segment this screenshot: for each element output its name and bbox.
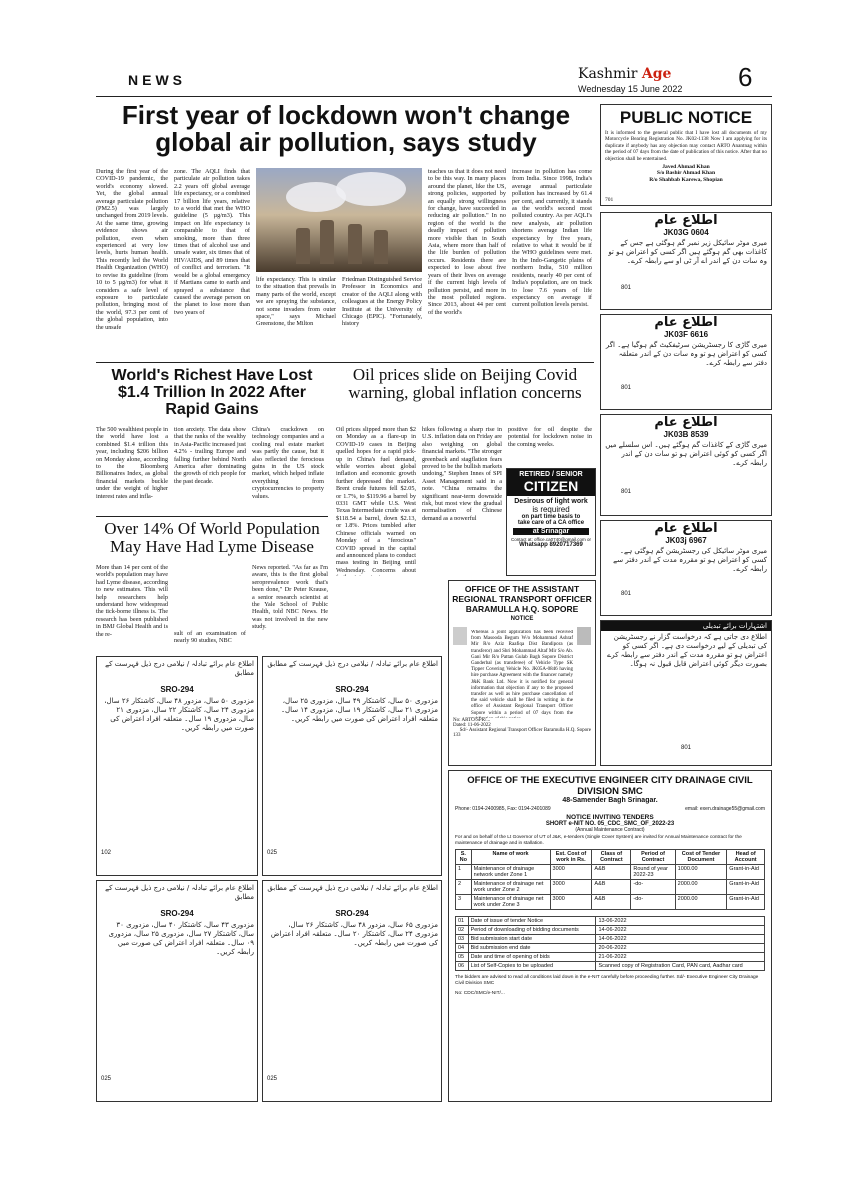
citizen-ad-line9: Whatsapp 8920717369 xyxy=(519,542,583,548)
citizen-ad-line2: CITIZEN xyxy=(507,478,595,496)
story3-headline: Oil prices slide on Beijing Covid warning, global inflation concerns xyxy=(348,365,582,402)
tender-schedule xyxy=(455,916,765,971)
urdu-ad-code: 102 xyxy=(101,850,112,856)
urdu-notice-body: میری گاڑی کا رجسٹریشن سرٹیفکیٹ گم ہوگیا ہے۔ اگر کسی کو اعتراض ہو تو وہ سات دن کے اندر متعلقہ دفتر سے رابطہ کرے۔ xyxy=(605,341,767,367)
story3-col1: Oil prices slipped more than $2 on Monday as a flare-up in COVID-19 cases in Beijing quelled hopes for a rapid pick-up in China's fuel demand, while worries about global inflation and economic growth further depressed the market. Brent crude futures fell $2.05, or 1.7%, to $119.96 a barrel by 0331 GMT while U.S. West Texas Intermediate crude was at $118.54 a barrel, down $2.13, or 1.8%. Prices tumbled after Chinese officials warned on Monday of a "ferocious" COVID spread in the capital and announced plans to conduct mass testing in Beijing until Wednesday. Concerns about xyxy=(336,426,416,574)
photo-2 xyxy=(577,627,591,645)
arto-code: 133 xyxy=(453,733,461,738)
table-row: 02 Period of downloading of bidding documents 14-06-2022 xyxy=(456,926,765,935)
story4-col3: News reported. "As far as I'm aware, this is the first global seroprevalence work that's been done," Dr Peter Krause, a senior research scientist at the Yale School of Public Health, told NBC News. He was not involved in the new study. xyxy=(252,564,328,631)
arto-sign: Sd/- Assistant Regional Transport Officer Baramulla H.Q. Sopore xyxy=(459,728,591,733)
story4-col2: sult of an examination of nearly 90 studies, NBC xyxy=(174,630,246,645)
urdu-ad-3: اطلاع عام برائے تبادلہ / نیلامی درج ذیل فہرست کے مطابق SRO-294 مزدوری ۴۳ سال، کاشتکار ۴۰ سال، مزدوری ۳۰ سال، کاشتکار ۲۷ سال، مزدوری ۲۵ سال، مزدوری ۰۹ سال۔ متعلقہ افراد اعتراض کی صورت میں رابطہ کریں۔ 025 xyxy=(96,880,258,1102)
table-row: 06 List of Self-Copies to be uploaded Scanned copy of Registration Card, PAN card, Aadhar card xyxy=(456,962,765,971)
urdu-ad-code: 025 xyxy=(267,1076,278,1082)
public-notice xyxy=(600,104,772,206)
tender-head: OFFICE OF THE EXECUTIVE ENGINEER CITY DRAINAGE CIVIL DIVISION SMC xyxy=(467,775,753,797)
urdu-notice-4 xyxy=(600,520,772,616)
tender-title2: SHORT e-NIT NO. 05_CDC_SMC_OF_2022-23 xyxy=(545,821,675,827)
citizen-ad-line7: at Srinagar xyxy=(513,528,589,535)
table-row: 2 Maintenance of drainage net work under Zone 2 3000 A&B -do- 2000.00 Grant-in-Aid xyxy=(456,880,765,895)
urdu-ad-4: اطلاع عام برائے تبادلہ / نیلامی درج ذیل فہرست کے مطابق SRO-294 مزدوری ۶۵ سال، مزدور ۴۸ سال، کاشتکار ۲۶ سال، مزدوری ۲۴ سال، کاشتکار ۲۰ سال۔ متعلقہ افراد اعتراض کی صورت میں رابطہ کریں۔ 025 xyxy=(262,880,442,1102)
masthead-rule xyxy=(96,96,772,97)
tender-table xyxy=(455,849,765,910)
arto-notice xyxy=(448,580,596,766)
notice-address: R/o Shahbab Karewa, Shopian xyxy=(649,176,723,183)
urdu-notice-code: 801 xyxy=(621,591,632,597)
story1-col5: teaches us that it does not need to be this way. In many places around the planet, like the US, strong policies, supported by an equally strong willingness for change, have succeeded in reducing air pollution." In no region of the world is the deadly impact of pollution more visible than in South Asia, where more than half of the life burden of pollution occurs. Residents there are expected to lose about five years of their lives on average if the current high levels of pollution persist, and more in the most polluted regions. Since 2013, about 44 per cent of the world's xyxy=(428,168,506,316)
tender-addr: 48-Samender Bagh Srinagar. xyxy=(562,797,658,804)
tender-col: Cost of Tender Document xyxy=(675,850,727,865)
tender-intro: For and on behalf of the Lt Governor of UT of J&K, e-tenders (Single Cover System) are invited for Annual Maintenance contract for the maintenance of drainage and in stallation. xyxy=(455,835,742,846)
story4-headline: Over 14% Of World Population May Have Had Lyme Disease xyxy=(104,519,320,556)
urdu-notice-reg: JK03G 0604 xyxy=(663,228,709,237)
story3-col3: positive for oil despite the potential for lockdown noise in the coming weeks. xyxy=(508,426,592,448)
table-row: 01 Date of issue of tender Notice 13-06-2022 xyxy=(456,917,765,926)
urdu-ad-title: SRO-294 xyxy=(160,909,194,918)
table-row: 3 Maintenance of drainage net work under Zone 3 3000 A&B -do- 2000.00 Grant-in-Aid xyxy=(456,895,765,910)
arto-head2: REGIONAL TRANSPORT OFFICER xyxy=(452,594,592,604)
urdu-notice-title: اطلاع عام xyxy=(654,213,718,228)
story3-col2: hikes following a sharp rise in U.S. inflation data on Friday are also weighing on global financial markets. "The stronger greenback and stagflation fears proved to be the bullish markets undoing," Stephen Innes of SPI Asset Management said in a note. "China remains the significant near-term downside risk, but most view the gradual normalisation of Chinese demand as a powerful xyxy=(422,426,502,520)
urdu-notice-5-code: 801 xyxy=(680,745,691,751)
tender-col: Period of Contract xyxy=(631,850,675,865)
section-label: NEWS xyxy=(128,72,186,88)
urdu-notice-2 xyxy=(600,314,772,410)
tender-footer: The bidders are advised to read all conditions laid down in the e-NIT carefully before proceeding further. Sd/- Executive Engineer City Drainage Civil Division SMC xyxy=(455,975,759,986)
urdu-notice-code: 801 xyxy=(621,285,632,291)
story2-col2: tion anxiety. The data show that the ranks of the wealthy in Asia-Pacific increased just 4.2% - trailing Europe and falling further behind North America after dominating the growth of rich people for the past decade. xyxy=(174,426,246,485)
urdu-notice-5: اشتہارات برائے تبدیلی اطلاع دی جاتی ہے کہ درخواست گزار نے رجسٹریشن کی تبدیلی کے لیے درخواست دی ہے۔ اگر کسی کو اعتراض ہو تو مقررہ مدت کے اندر دفتر سے رابطہ کرے بصورت دیگر کوئی اعتراض قابل قبول نہ ہوگا۔ 801 xyxy=(600,620,772,766)
tender-col: S. No xyxy=(456,850,472,865)
arto-dated: Dated: 11-06-2022 xyxy=(453,723,491,728)
story4-col1: More than 14 per cent of the world's population may have had Lyme disease, according to new estimates. This will help researchers help understand how widespread the tick-borne illness is. The research has been published in BMJ Global Health and is the re- xyxy=(96,564,168,638)
tender-col: Est. Cost of work in Rs. xyxy=(550,850,592,865)
arto-head3: BARAMULLA H.Q. SOPORE xyxy=(465,604,579,614)
tender-title3: (Annual Maintenance Contract) xyxy=(575,827,645,833)
section-rule xyxy=(96,516,328,517)
citizen-ad-line6: take care of a CA office xyxy=(517,520,585,526)
urdu-notice-code: 801 xyxy=(621,489,632,495)
arto-head1: OFFICE OF THE ASSISTANT xyxy=(464,584,580,594)
photo-1 xyxy=(453,627,467,645)
urdu-notice-title: اطلاع عام xyxy=(654,315,718,330)
urdu-notice-body: میری گاڑی کے کاغذات گم ہوگئے ہیں۔ اس سلسلے میں اگر کسی کو کوئی اعتراض ہو تو سات دن کے اندر رابطہ کرے۔ xyxy=(605,441,767,467)
public-notice-body: It is informed to the general public that I have lost all documents of my Motorcycle Bearing Registration No. JK02-1138 Now I am applying for its duplicate if anybody has any objection may contact ARTO Anantnag within the period of 07 days from the date of publication of this notice. After that no objection shall be entertained. xyxy=(605,130,767,162)
tender-email: email: exen.drainage55@gmail.com xyxy=(685,806,765,812)
tender-col: Name of work xyxy=(471,850,550,865)
urdu-notice-1 xyxy=(600,212,772,310)
urdu-ad-1: اطلاع عام برائے تبادلہ / نیلامی درج ذیل فہرست کے مطابق SRO-294 مزدوری ۵۰ سال، مزدور ۴۸ سال، کاشتکار ۲۶ سال، مزدوری ۲۴ سال، کاشتکار ۲۲ سال، مزدوری ۲۱ سال، مزدوری ۱۹ سال۔ متعلقہ افراد اعتراض کی صورت میں رابطہ کریں۔ 102 xyxy=(96,656,258,876)
urdu-notice-reg: JK03F 6616 xyxy=(663,330,709,339)
story1-col6: increase in pollution has come from India. Since 1998, India's average annual particulate pollution has increased by 61.4 per cent, and currently, it stands as the world's second most polluted country. As per AQLI's new analysis, air pollution shortens average Indian life expectancy by five years, relative to what it would be if the WHO guidelines were met. In the Indo-Gangetic plains of northern India, 510 million residents, nearly 40 per cent of India's population, are on track to lose 7.6 years of life expectancy on average if current pollution levels persist. xyxy=(512,168,592,309)
tender-title1: NOTICE INVITING TENDERS xyxy=(566,814,654,821)
urdu-ad-title: SRO-294 xyxy=(335,685,369,694)
public-notice-title: PUBLIC NOTICE xyxy=(619,108,753,127)
urdu-notice-reg: JK03B 8539 xyxy=(663,430,709,439)
story2-col3: China's crackdown on technology companies and a cooling real estate market was partly the cause, but it also reflected the ferocious gains in the US stock market, which helped inflate everything from cryptocurrencies to property values. xyxy=(252,426,324,500)
story1-col2: zone. The AQLI finds that particulate air pollution takes 2.2 years off global average life expectancy, or a combined 17 billion life years, relative to a world that met the WHO guideline (5 µg/m3). This impact on life expectancy is comparable to that of smoking, more than three times that of alcohol use and unsafe water, six times that of HIV/AIDS, and 89 times that of conflict and terrorism. "It would be a global emergency if Martians came to earth and sprayed a substance that caused the average person on the planet to lose more than two years of xyxy=(174,168,250,316)
citizen-ad-line3: Desirous of light work xyxy=(514,498,588,505)
story1-col4: Friedman Distinguished Service Professor in Economics and creator of the AQLI along with colleagues at the Energy Policy Institute at the University of Chicago (EPIC). "Fortunately, history xyxy=(342,276,422,328)
notice-code: 701 xyxy=(605,197,614,203)
urdu-notice-title: اطلاع عام xyxy=(654,521,718,536)
arto-no: No: ARTO/SPR/... xyxy=(453,718,491,723)
urdu-notice-5-title: اشتہارات برائے تبدیلی xyxy=(601,621,771,631)
tender-col: Class of Contract xyxy=(592,850,631,865)
urdu-ad-title: SRO-294 xyxy=(335,909,369,918)
citizen-ad xyxy=(506,468,596,576)
urdu-notice-reg: JK03j 6967 xyxy=(665,536,707,545)
urdu-notice-3 xyxy=(600,414,772,516)
urdu-notice-body: میری موٹر سائیکل زیر نمبر گم ہوگئی ہے جس کے کاغذات بھی گم ہوگئے ہیں اگر کسی کو اعتراض ہو تو وہ سات دن کے اندر اے آر ٹی او سے رابطہ کرے۔ xyxy=(608,239,767,265)
urdu-ad-code: 025 xyxy=(101,1076,112,1082)
urdu-notice-title: اطلاع عام xyxy=(654,415,718,430)
page-number: 6 xyxy=(738,62,753,92)
citizen-ad-line5: on part time basis to xyxy=(521,514,581,520)
notice-father: S/o Bashir Ahmad Khan xyxy=(656,170,716,177)
brand-logo: Kashmir Age xyxy=(578,66,672,82)
arto-body: Whereas a joint application has been received from Masooda Begum W/o Mohammad Ashraf Mir R/o Aziz Raafiqa Dist Bandipora (as transferor) and Shri Mohammad Altaf Mir S/o Ab. Gani Mir R/o Pattan Gulab Bagh Sopore District Ganderbal (as transferee) of Vehicle Type SK Tipper Covering Vehicle No. JK05A-0846 having hire purchase Agreement with the financer namely J&K Bank Ltd. Now it is notified for general information that objection if any to the proposed transfer as well as hire purchase cancellation of the said vehicle shall be filed in writing in the office of Assistant Regional Transport Officer Sopore within a period of 07 days from the xyxy=(471,630,573,716)
table-row: 1 Maintenance of drainage network under Zone 1 3000 A&B Round of year 2022-23 1000.00 Grant-in-Aid xyxy=(456,865,765,880)
story2-headline: World's Richest Have Lost $1.4 Trillion In 2022 After Rapid Gains xyxy=(111,367,313,418)
story1-headline: First year of lockdown won't change global air pollution, says study xyxy=(121,100,571,158)
urdu-notice-body: میری موٹر سائیکل کی رجسٹریشن گم ہوگئی ہے۔ کسی کو اعتراض ہو تو مقررہ مدت کے اندر دفتر سے رابطہ کرے۔ xyxy=(613,547,767,573)
urdu-notice-code: 801 xyxy=(621,385,632,391)
notice-name: Javed Ahmad Khan xyxy=(662,164,710,171)
table-row: 04 Bid submission end date 20-06-2022 xyxy=(456,944,765,953)
urdu-ad-code: 025 xyxy=(267,850,278,856)
tender-phone: Phone: 0194-2400985, Fax: 0194-2401089 xyxy=(455,806,551,812)
arto-sub: NOTICE xyxy=(510,616,534,622)
story1-col3: life expectancy. This is similar to the situation that prevails in many parts of the world, except we are spraying the substance, not some invaders from outer space," says Michael Greenstone, the Milton xyxy=(256,276,336,328)
urdu-ad-2: اطلاع عام برائے تبادلہ / نیلامی درج ذیل فہرست کے مطابق SRO-294 مزدوری ۵۰ سال، کاشتکار ۴۹ سال، مزدوری ۲۵ سال، مزدوری ۲۱ سال، کاشتکار ۱۹ سال، مزدوری ۱۴ سال۔ متعلقہ افراد اعتراض کی صورت میں رابطہ کریں۔ 025 xyxy=(262,656,442,876)
pollution-photo xyxy=(256,168,422,272)
urdu-ad-title: SRO-294 xyxy=(160,685,194,694)
story2-col1: The 500 wealthiest people in the world have lost a combined $1.4 trillion this year, including $206 billion on Monday alone, according to the Bloomberg Billionaires Index, as global financial markets buckle under the weight of higher interest rates and infla- xyxy=(96,426,168,500)
date-line: Wednesday 15 June 2022 xyxy=(578,84,683,94)
citizen-ad-line8: Contact at: office.ca0740@gmail.com or xyxy=(510,537,592,542)
story1-col1: During the first year of the COVID-19 pandemic, the world's economy slowed. Yet, the global annual average particulate pollution (PM2.5) was largely unchanged from 2019 levels. At the same time, growing evidence shows air pollution, even when experienced at very low levels, hurts human health. This recently led the World Health Organization (WHO) to revise its guideline (from 10 to 5 µg/m3) for what it considers a safe level of exposure to particulate pollution, bringing most of the world, 97.3 per cent of the global population, into the unsafe xyxy=(96,168,168,331)
table-row: 05 Date and time of opening of bids 21-06-2022 xyxy=(456,953,765,962)
tender-refno: No: CDC/SMC/e-NIT/... xyxy=(455,991,505,996)
table-row: 03 Bid submission start date 14-06-2022 xyxy=(456,935,765,944)
section-rule xyxy=(96,362,594,363)
tender-notice xyxy=(448,770,772,1102)
citizen-ad-line1: RETIRED / SENIOR xyxy=(507,469,595,478)
tender-col: Head of Account xyxy=(727,850,765,865)
citizen-ad-line4: is required xyxy=(532,505,570,514)
